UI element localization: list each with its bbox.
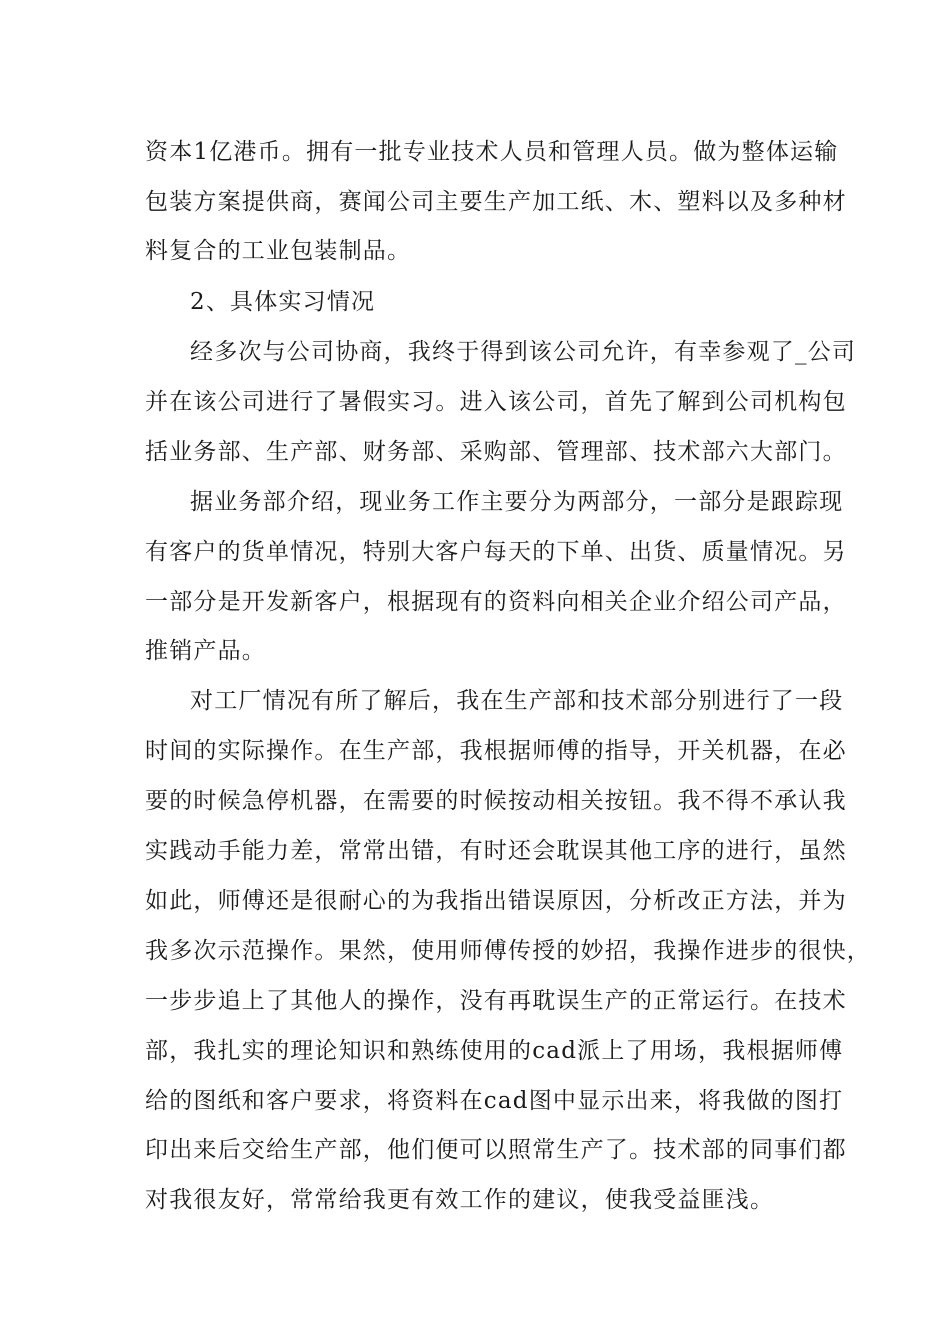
text-line: 据业务部介绍，现业务工作主要分为两部分，一部分是跟踪现 [190,489,844,515]
text-line: 要的时候急停机器，在需要的时候按动相关按钮。我不得不承认我 [145,788,847,814]
text-line: 部，我扎实的理论知识和熟练使用的cad派上了用场，我根据师傅 [145,1038,844,1064]
text-line: 包装方案提供商，赛闻公司主要生产加工纸、木、塑料以及多种材 [145,189,847,215]
text-line: 对我很友好，常常给我更有效工作的建议，使我受益匪浅。 [145,1187,775,1213]
text-line: 有客户的货单情况，特别大客户每天的下单、出货、质量情况。另 [145,539,847,565]
section-heading: 2、具体实习情况 [190,289,376,315]
text-line: 推销产品。 [145,638,266,664]
text-line: 时间的实际操作。在生产部，我根据师傅的指导，开关机器，在必 [145,738,847,764]
text-line: 一部分是开发新客户，根据现有的资料向相关企业介绍公司产品， [145,589,847,615]
text-line: 料复合的工业包装制品。 [145,238,412,264]
text-line: 对工厂情况有所了解后，我在生产部和技术部分别进行了一段 [190,688,844,714]
text-line: 资本1亿港币。拥有一批专业技术人员和管理人员。做为整体运输 [145,139,839,165]
text-line: 如此，师傅还是很耐心的为我指出错误原因，分析改正方法，并为 [145,888,847,914]
text-line: 实践动手能力差，常常出错，有时还会耽误其他工序的进行，虽然 [145,838,847,864]
text-line: 并在该公司进行了暑假实习。进入该公司，首先了解到公司机构包 [145,389,847,415]
text-line: 经多次与公司协商，我终于得到该公司允许，有幸参观了_公司 [190,339,857,365]
text-line: 括业务部、生产部、财务部、采购部、管理部、技术部六大部门。 [145,439,847,465]
text-line: 我多次示范操作。果然，使用师傅传授的妙招，我操作进步的很快， [145,938,871,964]
text-line: 给的图纸和客户要求，将资料在cad图中显示出来，将我做的图打 [145,1088,844,1114]
text-line: 一步步追上了其他人的操作，没有再耽误生产的正常运行。在技术 [145,988,847,1014]
text-line: 印出来后交给生产部，他们便可以照常生产了。技术部的同事们都 [145,1137,847,1163]
